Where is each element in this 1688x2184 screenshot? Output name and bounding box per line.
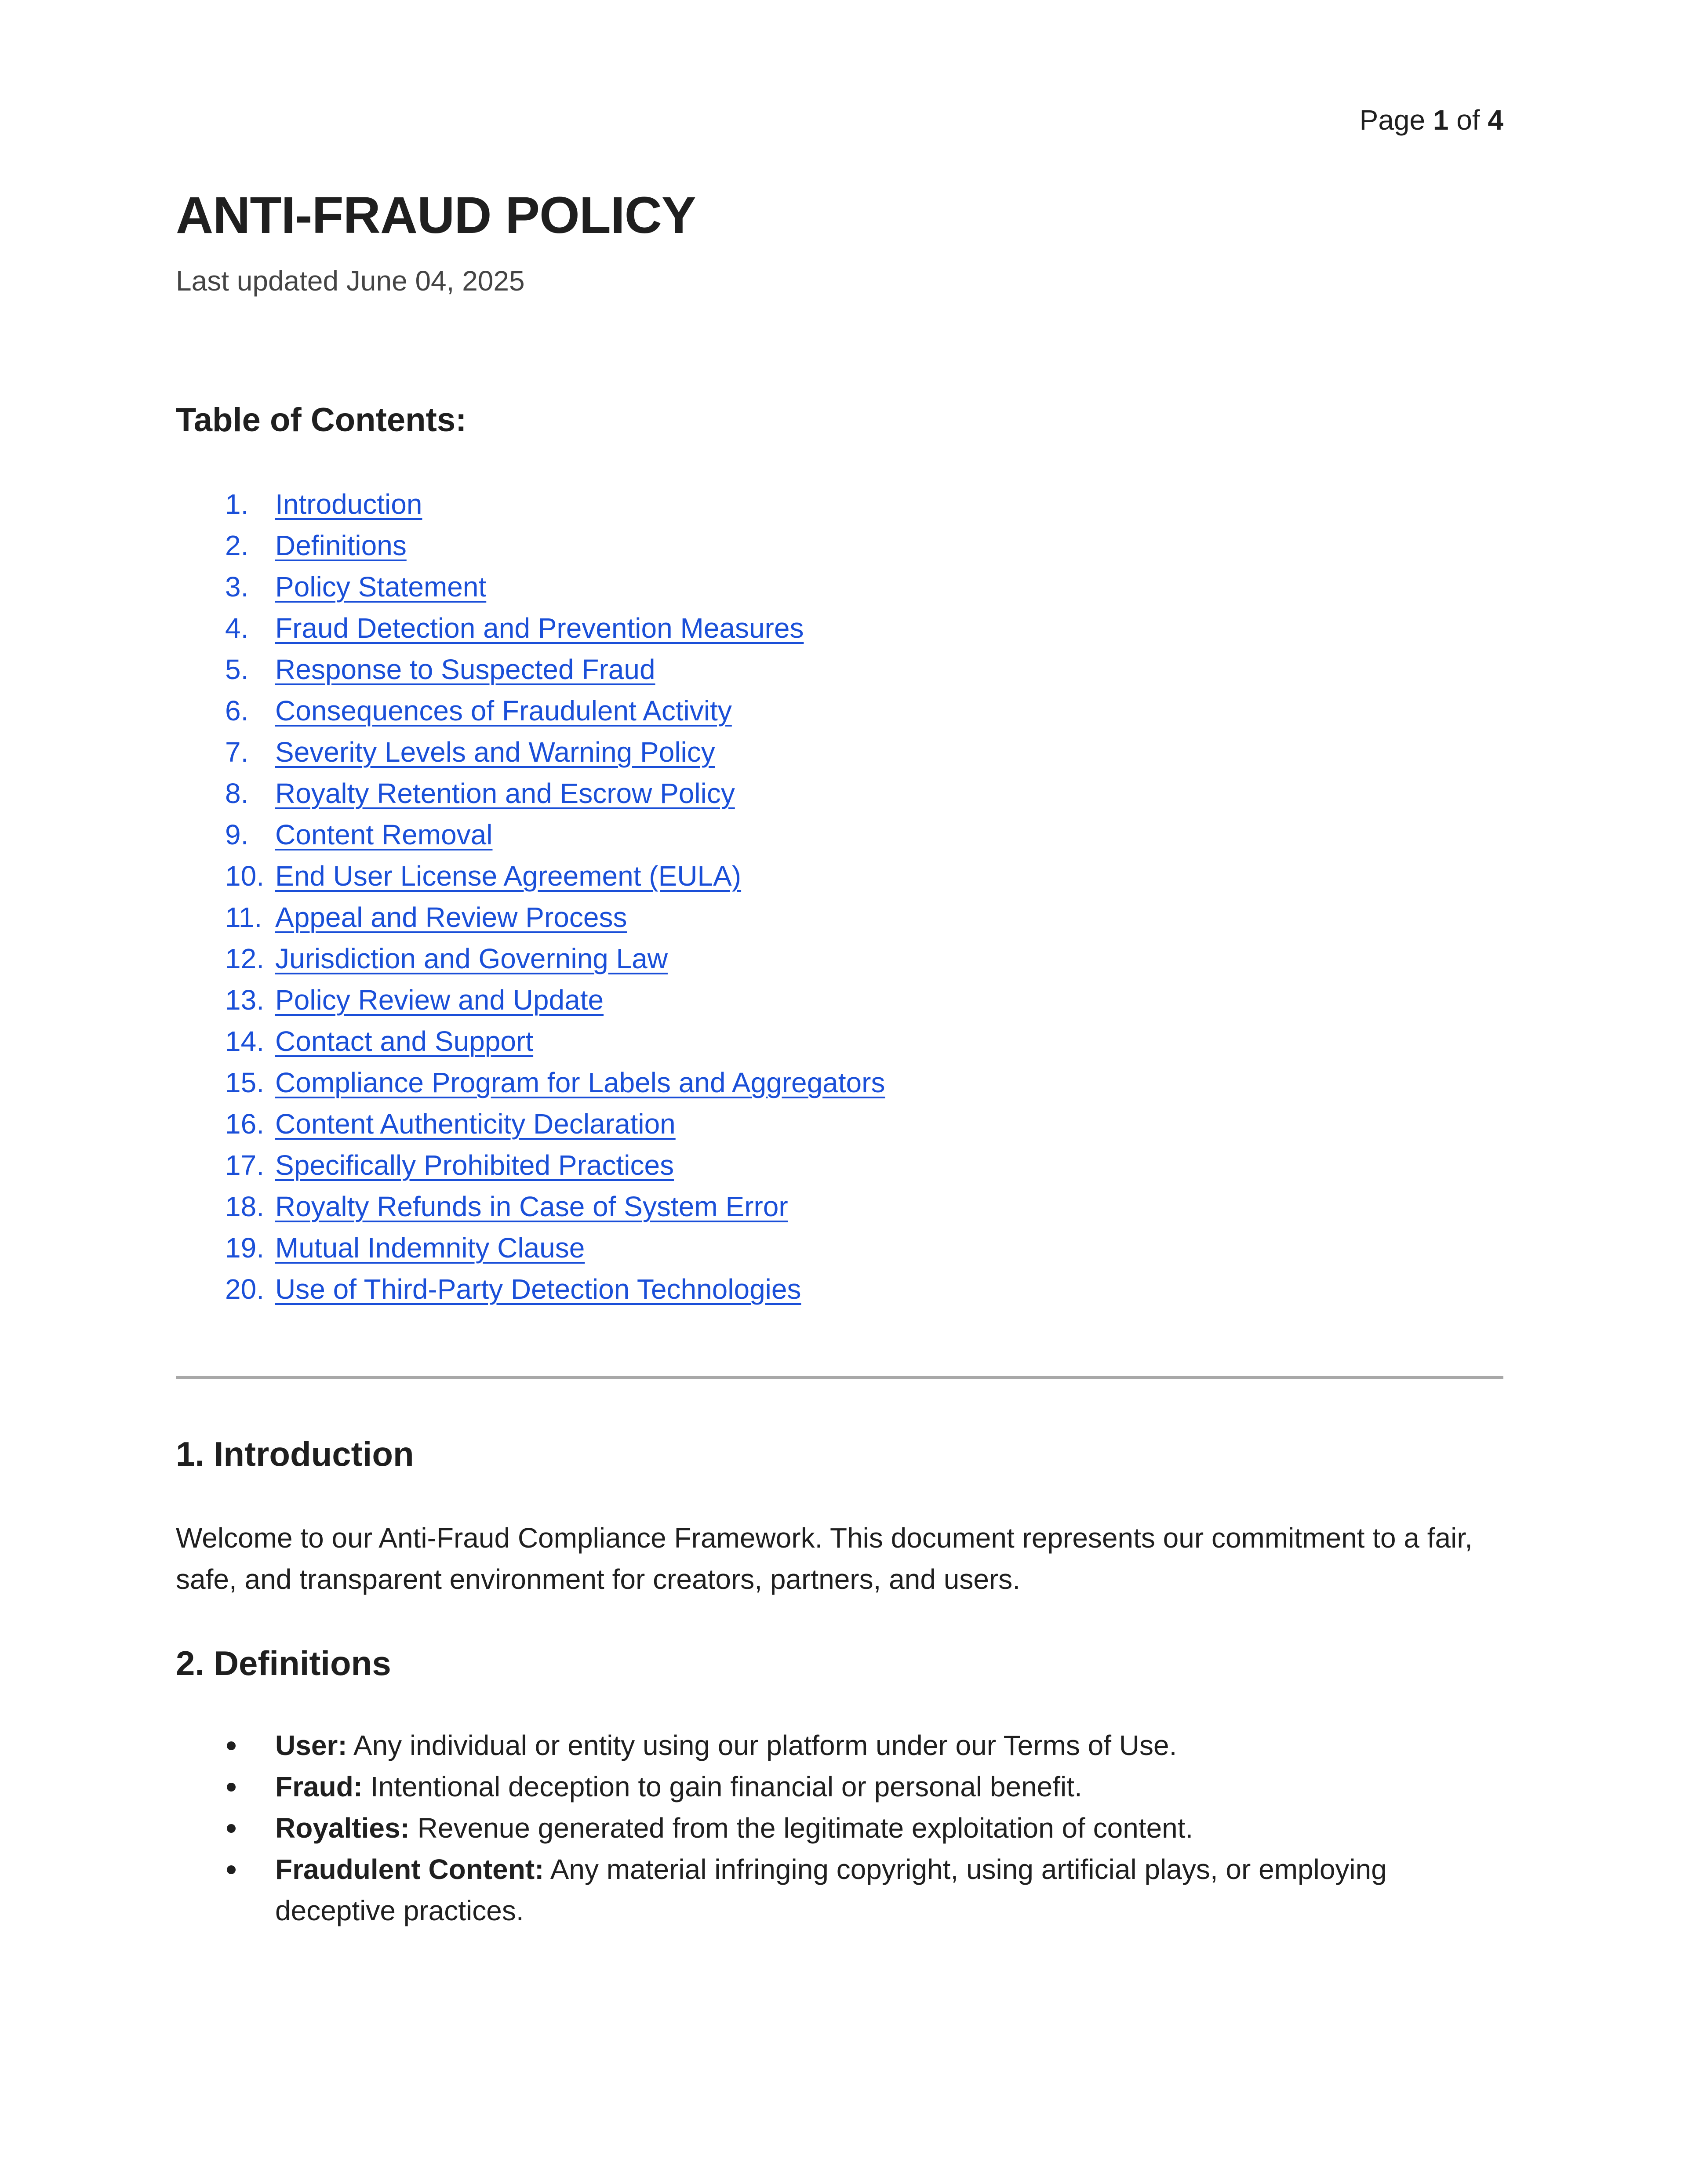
toc-link-third-party-detection[interactable]: Use of Third-Party Detection Technologies: [275, 1273, 801, 1305]
toc-item-number: 14.: [225, 1025, 264, 1057]
definition-text: Any material infringing copyright, using artificial plays, or employing deceptive practices.: [275, 1853, 1387, 1926]
toc-item: [176, 855, 1503, 897]
toc-item-number: 2.: [225, 530, 249, 561]
definition-text: Revenue generated from the legitimate exploitation of content.: [409, 1812, 1193, 1844]
definitions-list: [176, 1725, 1503, 1931]
toc-link-definitions[interactable]: Definitions: [275, 530, 407, 561]
definition-text: Intentional deception to gain financial or personal benefit.: [363, 1771, 1082, 1802]
toc-item-number: 1.: [225, 488, 249, 520]
toc-item-number: 7.: [225, 736, 249, 768]
definition-item: [176, 1766, 1503, 1807]
toc-link-compliance-program[interactable]: Compliance Program for Labels and Aggregators: [275, 1067, 885, 1098]
toc-item: [176, 483, 1503, 525]
bullet-icon: [227, 1824, 236, 1833]
toc-item: [176, 773, 1503, 814]
toc-item: [176, 690, 1503, 731]
definition-term: Royalties:: [275, 1812, 410, 1844]
page-indicator: [1360, 100, 1503, 140]
toc-link-content-removal[interactable]: Content Removal: [275, 819, 493, 850]
introduction-heading: 1. Introduction: [176, 1435, 414, 1473]
toc-item-number: 10.: [225, 860, 264, 892]
definition-term: Fraudulent Content:: [275, 1853, 544, 1885]
toc-item-number: 20.: [225, 1273, 264, 1305]
toc-item: [176, 566, 1503, 607]
table-of-contents: [176, 483, 1503, 1310]
toc-item-number: 4.: [225, 612, 249, 644]
definitions-heading: 2. Definitions: [176, 1644, 391, 1683]
introduction-text: Welcome to our Anti-Fraud Compliance Framework. This document represents our commitment to a fair, safe, and transparent environment for creators, partners, and users.: [176, 1522, 1473, 1595]
toc-item: [176, 1021, 1503, 1062]
bullet-icon: [227, 1865, 236, 1874]
toc-link-introduction[interactable]: Introduction: [275, 488, 422, 520]
bullet-icon: [227, 1783, 236, 1792]
toc-item: [176, 938, 1503, 979]
page-of: of: [1456, 104, 1480, 136]
toc-item-number: 17.: [225, 1149, 264, 1181]
page-total: 4: [1488, 104, 1503, 136]
toc-item: [176, 814, 1503, 855]
toc-item-number: 6.: [225, 695, 249, 727]
toc-item: [176, 1145, 1503, 1186]
toc-link-policy-statement[interactable]: Policy Statement: [275, 571, 487, 603]
toc-item: [176, 897, 1503, 938]
section-divider: [176, 1376, 1503, 1379]
toc-item-number: 5.: [225, 654, 249, 685]
document-page: [176, 0, 1503, 2184]
toc-item: [176, 731, 1503, 773]
toc-heading: Table of Contents:: [176, 401, 467, 439]
toc-link-royalty-refunds[interactable]: Royalty Refunds in Case of System Error: [275, 1191, 788, 1222]
toc-item-number: 3.: [225, 571, 249, 603]
toc-item: [176, 525, 1503, 566]
toc-link-response-to-suspected-fraud[interactable]: Response to Suspected Fraud: [275, 654, 655, 685]
toc-item: [176, 1227, 1503, 1268]
toc-item: [176, 607, 1503, 649]
bullet-icon: [227, 1741, 236, 1750]
definition-text: Any individual or entity using our platform under our Terms of Use.: [347, 1730, 1177, 1761]
toc-link-mutual-indemnity[interactable]: Mutual Indemnity Clause: [275, 1232, 585, 1264]
last-updated-date: Last updated June 04, 2025: [176, 265, 525, 297]
page-prefix: Page: [1359, 104, 1426, 136]
toc-link-appeal-review[interactable]: Appeal and Review Process: [275, 901, 627, 933]
toc-item-number: 18.: [225, 1191, 264, 1222]
definition-item: [176, 1725, 1503, 1766]
toc-link-policy-review[interactable]: Policy Review and Update: [275, 984, 604, 1016]
toc-item-number: 11.: [225, 901, 262, 933]
toc-item-number: 9.: [225, 819, 249, 850]
toc-link-royalty-retention[interactable]: Royalty Retention and Escrow Policy: [275, 778, 735, 809]
toc-item: [176, 979, 1503, 1021]
definition-item: [176, 1807, 1503, 1849]
definition-term: Fraud:: [275, 1771, 363, 1802]
toc-link-prohibited-practices[interactable]: Specifically Prohibited Practices: [275, 1149, 674, 1181]
toc-link-jurisdiction[interactable]: Jurisdiction and Governing Law: [275, 943, 668, 974]
toc-item-number: 16.: [225, 1108, 264, 1140]
toc-item-number: 13.: [225, 984, 264, 1016]
toc-item-number: 15.: [225, 1067, 264, 1098]
toc-link-contact-support[interactable]: Contact and Support: [275, 1025, 534, 1057]
toc-link-consequences[interactable]: Consequences of Fraudulent Activity: [275, 695, 732, 727]
document-title: ANTI-FRAUD POLICY: [176, 186, 696, 244]
definition-term: User:: [275, 1730, 347, 1761]
toc-item-number: 12.: [225, 943, 264, 974]
toc-link-severity-levels[interactable]: Severity Levels and Warning Policy: [275, 736, 715, 768]
toc-item-number: 19.: [225, 1232, 264, 1264]
page-current: 1: [1433, 104, 1449, 136]
definition-item: [176, 1849, 1503, 1931]
toc-item: [176, 649, 1503, 690]
toc-link-eula[interactable]: End User License Agreement (EULA): [275, 860, 742, 892]
toc-item: [176, 1062, 1503, 1103]
toc-item: [176, 1268, 1503, 1310]
toc-item-number: 8.: [225, 778, 249, 809]
toc-item: [176, 1103, 1503, 1145]
toc-link-content-authenticity[interactable]: Content Authenticity Declaration: [275, 1108, 676, 1140]
toc-link-fraud-detection[interactable]: Fraud Detection and Prevention Measures: [275, 612, 804, 644]
toc-item: [176, 1186, 1503, 1227]
